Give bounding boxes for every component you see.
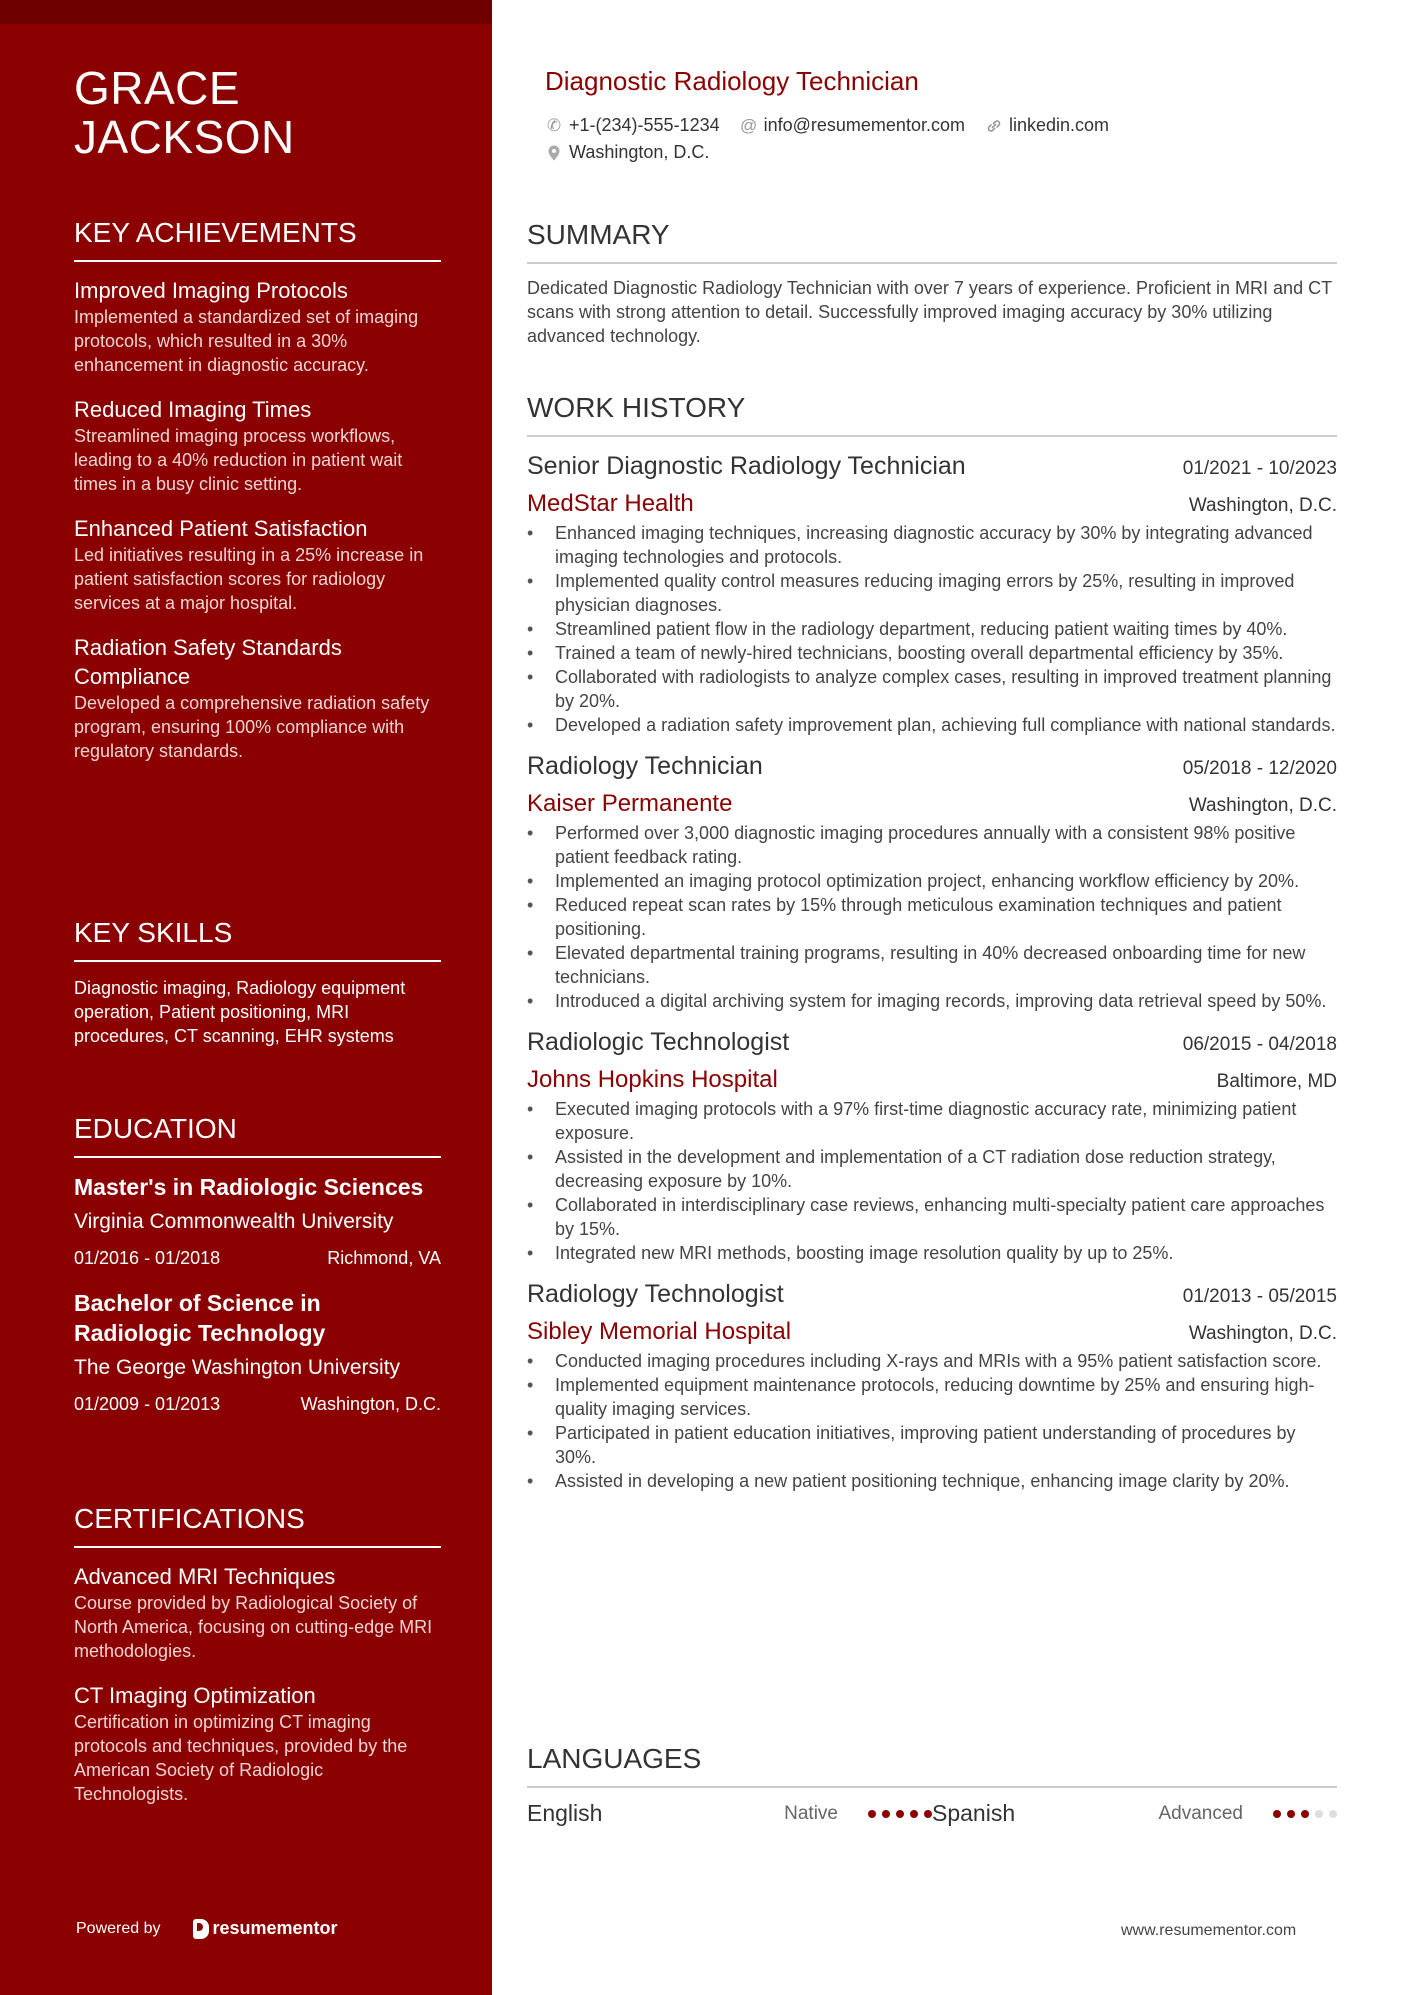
job-subheader <box>527 1317 1337 1347</box>
education-heading: EDUCATION <box>74 1112 441 1158</box>
summary-text: Dedicated Diagnostic Radiology Technician with over 7 years of experience. Proficient in MRI and CT scans with strong attention to detail. Successfully improved imaging accuracy by 30% utilizing advanced technology. <box>527 278 1332 346</box>
achievement-desc: Streamlined imaging process workflows, leading to a 40% reduction in patient wait times in a busy clinic setting. <box>74 426 403 494</box>
contact-row <box>545 112 1305 139</box>
powered-by-label: Powered by <box>76 1919 161 1937</box>
job-header <box>527 1025 1337 1059</box>
achievement-title: Radiation Safety Standards Compliance <box>74 635 342 689</box>
contact-info <box>545 112 1305 166</box>
language-rating <box>868 1810 932 1818</box>
language-rating <box>1273 1810 1337 1818</box>
certifications-section <box>74 1502 441 1824</box>
first-name: GRACE <box>74 62 241 114</box>
summary-heading: SUMMARY <box>527 218 1337 264</box>
phone-icon: ✆ <box>546 115 562 135</box>
job-header <box>527 1277 1337 1311</box>
job-bullet: • Developed a radiation safety improvement plan, achieving full compliance with national standards. <box>527 713 1337 737</box>
language-level: Advanced <box>1158 1802 1243 1824</box>
job-location: Washington, D.C. <box>1188 795 1337 816</box>
job-role: Senior Diagnostic Radiology Technician <box>527 452 966 480</box>
education-meta <box>74 1246 441 1270</box>
website-link[interactable]: www.resumementor.com <box>1121 1922 1297 1939</box>
job-location: Washington, D.C. <box>1188 495 1337 516</box>
education-location: Washington, D.C. <box>300 1394 441 1414</box>
rating-dot-filled <box>924 1810 932 1818</box>
job-bullets <box>527 1097 1337 1265</box>
job-location: Washington, D.C. <box>1188 1323 1337 1344</box>
last-name: JACKSON <box>74 111 295 163</box>
job-bullets <box>527 821 1337 1013</box>
achievement-title: Reduced Imaging Times <box>74 397 312 422</box>
job-title: Diagnostic Radiology Technician <box>545 66 919 96</box>
email-text: info@resumementor.com <box>763 115 965 135</box>
education-item <box>74 1172 441 1270</box>
job-entry <box>527 449 1337 737</box>
certification-item <box>74 1562 441 1663</box>
job-role: Radiology Technologist <box>527 1280 784 1308</box>
education-degree: Bachelor of Science in Radiologic Technology <box>74 1290 326 1346</box>
job-bullet: • Collaborated with radiologists to analyze complex cases, resulting in improved treatment planning by 20%. <box>527 665 1337 713</box>
job-role: Radiology Technician <box>527 752 763 780</box>
language-name: Spanish <box>932 1800 1016 1826</box>
work-history-heading: WORK HISTORY <box>527 391 1337 437</box>
job-dates: 01/2013 - 05/2015 <box>1182 1286 1337 1307</box>
job-dates: 01/2021 - 10/2023 <box>1182 458 1337 479</box>
candidate-name <box>74 64 295 162</box>
rating-dot-filled <box>868 1810 876 1818</box>
sidebar <box>0 0 492 1995</box>
job-bullet: • Participated in patient education initiatives, improving patient understanding of procedures by 30%. <box>527 1421 1337 1469</box>
job-entry <box>527 1025 1337 1265</box>
achievement-desc: Developed a comprehensive radiation safety program, ensuring 100% compliance with regulatory standards. <box>74 693 430 761</box>
job-bullet: • Introduced a digital archiving system for imaging records, improving data retrieval speed by 50%. <box>527 989 1337 1013</box>
linkedin-text: linkedin.com <box>1008 115 1110 135</box>
rating-dot-filled <box>1301 1810 1309 1818</box>
job-bullet: • Collaborated in interdisciplinary case reviews, enhancing multi-specialty patient care approaches by 15%. <box>527 1193 1337 1241</box>
achievement-desc: Led initiatives resulting in a 25% increase in patient satisfaction scores for radiology services at a major hospital. <box>74 545 424 613</box>
job-dates: 05/2018 - 12/2020 <box>1182 758 1337 779</box>
job-subheader <box>527 1065 1337 1095</box>
job-bullet: • Conducted imaging procedures including X-rays and MRIs with a 95% patient satisfaction score. <box>527 1349 1337 1373</box>
job-location: Baltimore, MD <box>1216 1071 1337 1092</box>
language-item <box>932 1800 1337 1827</box>
education-location: Richmond, VA <box>327 1248 441 1268</box>
contact-row <box>545 139 1305 166</box>
achievements-heading: KEY ACHIEVEMENTS <box>74 216 441 262</box>
skills-section <box>74 916 441 1048</box>
skills-text: Diagnostic imaging, Radiology equipment operation, Patient positioning, MRI procedures, CT scanning, EHR systems <box>74 978 406 1046</box>
skills-heading: KEY SKILLS <box>74 916 441 962</box>
education-meta <box>74 1392 441 1416</box>
job-company: MedStar Health <box>527 490 694 517</box>
languages-section <box>527 1742 1337 1827</box>
rating-dot-filled <box>910 1810 918 1818</box>
achievements-section <box>74 216 441 781</box>
resumementor-logo-icon <box>193 1919 209 1939</box>
certification-desc: Certification in optimizing CT imaging protocols and techniques, provided by the American Society of Radiologic Technologists. <box>74 1712 408 1804</box>
achievement-title: Enhanced Patient Satisfaction <box>74 516 368 541</box>
job-subheader <box>527 789 1337 819</box>
certification-title: CT Imaging Optimization <box>74 1683 316 1708</box>
rating-dot-filled <box>882 1810 890 1818</box>
email[interactable] <box>740 112 965 139</box>
work-history-section <box>527 391 1337 1505</box>
achievement-desc: Implemented a standardized set of imaging protocols, which resulted in a 30% enhancement in diagnostic accuracy. <box>74 307 419 375</box>
job-company: Johns Hopkins Hospital <box>527 1066 778 1093</box>
job-company: Sibley Memorial Hospital <box>527 1318 792 1345</box>
location-text: Washington, D.C. <box>569 142 710 162</box>
achievement-item <box>74 395 441 496</box>
languages-heading: LANGUAGES <box>527 1742 1337 1788</box>
rating-dot-empty <box>1329 1810 1337 1818</box>
language-name: English <box>527 1800 603 1826</box>
rating-dot-filled <box>1287 1810 1295 1818</box>
job-dates: 06/2015 - 04/2018 <box>1182 1034 1337 1055</box>
job-company: Kaiser Permanente <box>527 790 733 817</box>
education-dates: 01/2016 - 01/2018 <box>74 1248 221 1268</box>
achievement-title: Improved Imaging Protocols <box>74 278 348 303</box>
job-bullets <box>527 1349 1337 1493</box>
summary-section <box>527 218 1337 348</box>
job-role: Radiologic Technologist <box>527 1028 790 1056</box>
phone-text: +1-(234)-555-1234 <box>569 115 720 135</box>
education-school: Virginia Commonwealth University <box>74 1210 394 1233</box>
certifications-heading: CERTIFICATIONS <box>74 1502 441 1548</box>
education-section <box>74 1112 441 1434</box>
job-bullet: • Streamlined patient flow in the radiology department, reducing patient waiting times by 40%. <box>527 617 1337 641</box>
rating-dot-empty <box>1315 1810 1323 1818</box>
education-degree: Master's in Radiologic Sciences <box>74 1174 424 1200</box>
job-bullet: • Implemented quality control measures reducing imaging errors by 25%, resulting in improved physician diagnoses. <box>527 569 1337 617</box>
language-level: Native <box>784 1802 838 1824</box>
phone[interactable] <box>545 112 720 139</box>
achievement-item <box>74 514 441 615</box>
link-icon <box>985 117 1003 135</box>
job-bullet: • Enhanced imaging techniques, increasing diagnostic accuracy by 30% by integrating advanced imaging technologies and protocols. <box>527 521 1337 569</box>
job-bullet: • Reduced repeat scan rates by 15% through meticulous examination techniques and patient positioning. <box>527 893 1337 941</box>
rating-dot-filled <box>896 1810 904 1818</box>
location <box>545 139 709 166</box>
job-bullet: • Implemented equipment maintenance protocols, reducing downtime by 25% and ensuring high-quality imaging services. <box>527 1373 1337 1421</box>
at-sign-icon: @ <box>739 115 758 135</box>
sidebar-top-bar <box>0 0 492 24</box>
job-bullet: • Trained a team of newly-hired technicians, boosting overall departmental efficiency by 35%. <box>527 641 1337 665</box>
certification-title: Advanced MRI Techniques <box>74 1564 336 1589</box>
certification-desc: Course provided by Radiological Society of North America, focusing on cutting-edge MRI methodologies. <box>74 1593 433 1661</box>
rating-dot-filled <box>1273 1810 1281 1818</box>
job-bullets <box>527 521 1337 737</box>
language-item <box>527 1800 932 1827</box>
education-dates: 01/2009 - 01/2013 <box>74 1394 221 1414</box>
job-bullet: • Executed imaging protocols with a 97% first-time diagnostic accuracy rate, minimizing patient exposure. <box>527 1097 1337 1145</box>
map-pin-icon <box>545 144 563 162</box>
job-bullet: • Performed over 3,000 diagnostic imaging procedures annually with a consistent 98% positive patient feedback rating. <box>527 821 1337 869</box>
job-bullet: • Elevated departmental training programs, resulting in 40% decreased onboarding time for new technicians. <box>527 941 1337 989</box>
achievement-item <box>74 633 441 763</box>
linkedin-link[interactable] <box>985 112 1109 139</box>
job-header <box>527 749 1337 783</box>
brand-name: resumementor <box>212 1918 338 1938</box>
certification-item <box>74 1681 441 1806</box>
languages-row <box>527 1800 1337 1827</box>
education-item <box>74 1288 441 1416</box>
job-bullet: • Assisted in the development and implementation of a CT radiation dose reduction strategy, decreasing exposure by 10%. <box>527 1145 1337 1193</box>
job-bullet: • Integrated new MRI methods, boosting image resolution quality by up to 25%. <box>527 1241 1337 1265</box>
job-entry <box>527 1277 1337 1493</box>
job-bullet: • Implemented an imaging protocol optimization project, enhancing workflow efficiency by 20%. <box>527 869 1337 893</box>
job-entry <box>527 749 1337 1013</box>
job-subheader <box>527 489 1337 519</box>
powered-by <box>76 1918 338 1939</box>
brand-logo[interactable] <box>193 1918 338 1939</box>
job-bullet: • Assisted in developing a new patient positioning technique, enhancing image clarity by 20%. <box>527 1469 1337 1493</box>
job-header <box>527 449 1337 483</box>
achievement-item <box>74 276 441 377</box>
education-school: The George Washington University <box>74 1356 401 1379</box>
